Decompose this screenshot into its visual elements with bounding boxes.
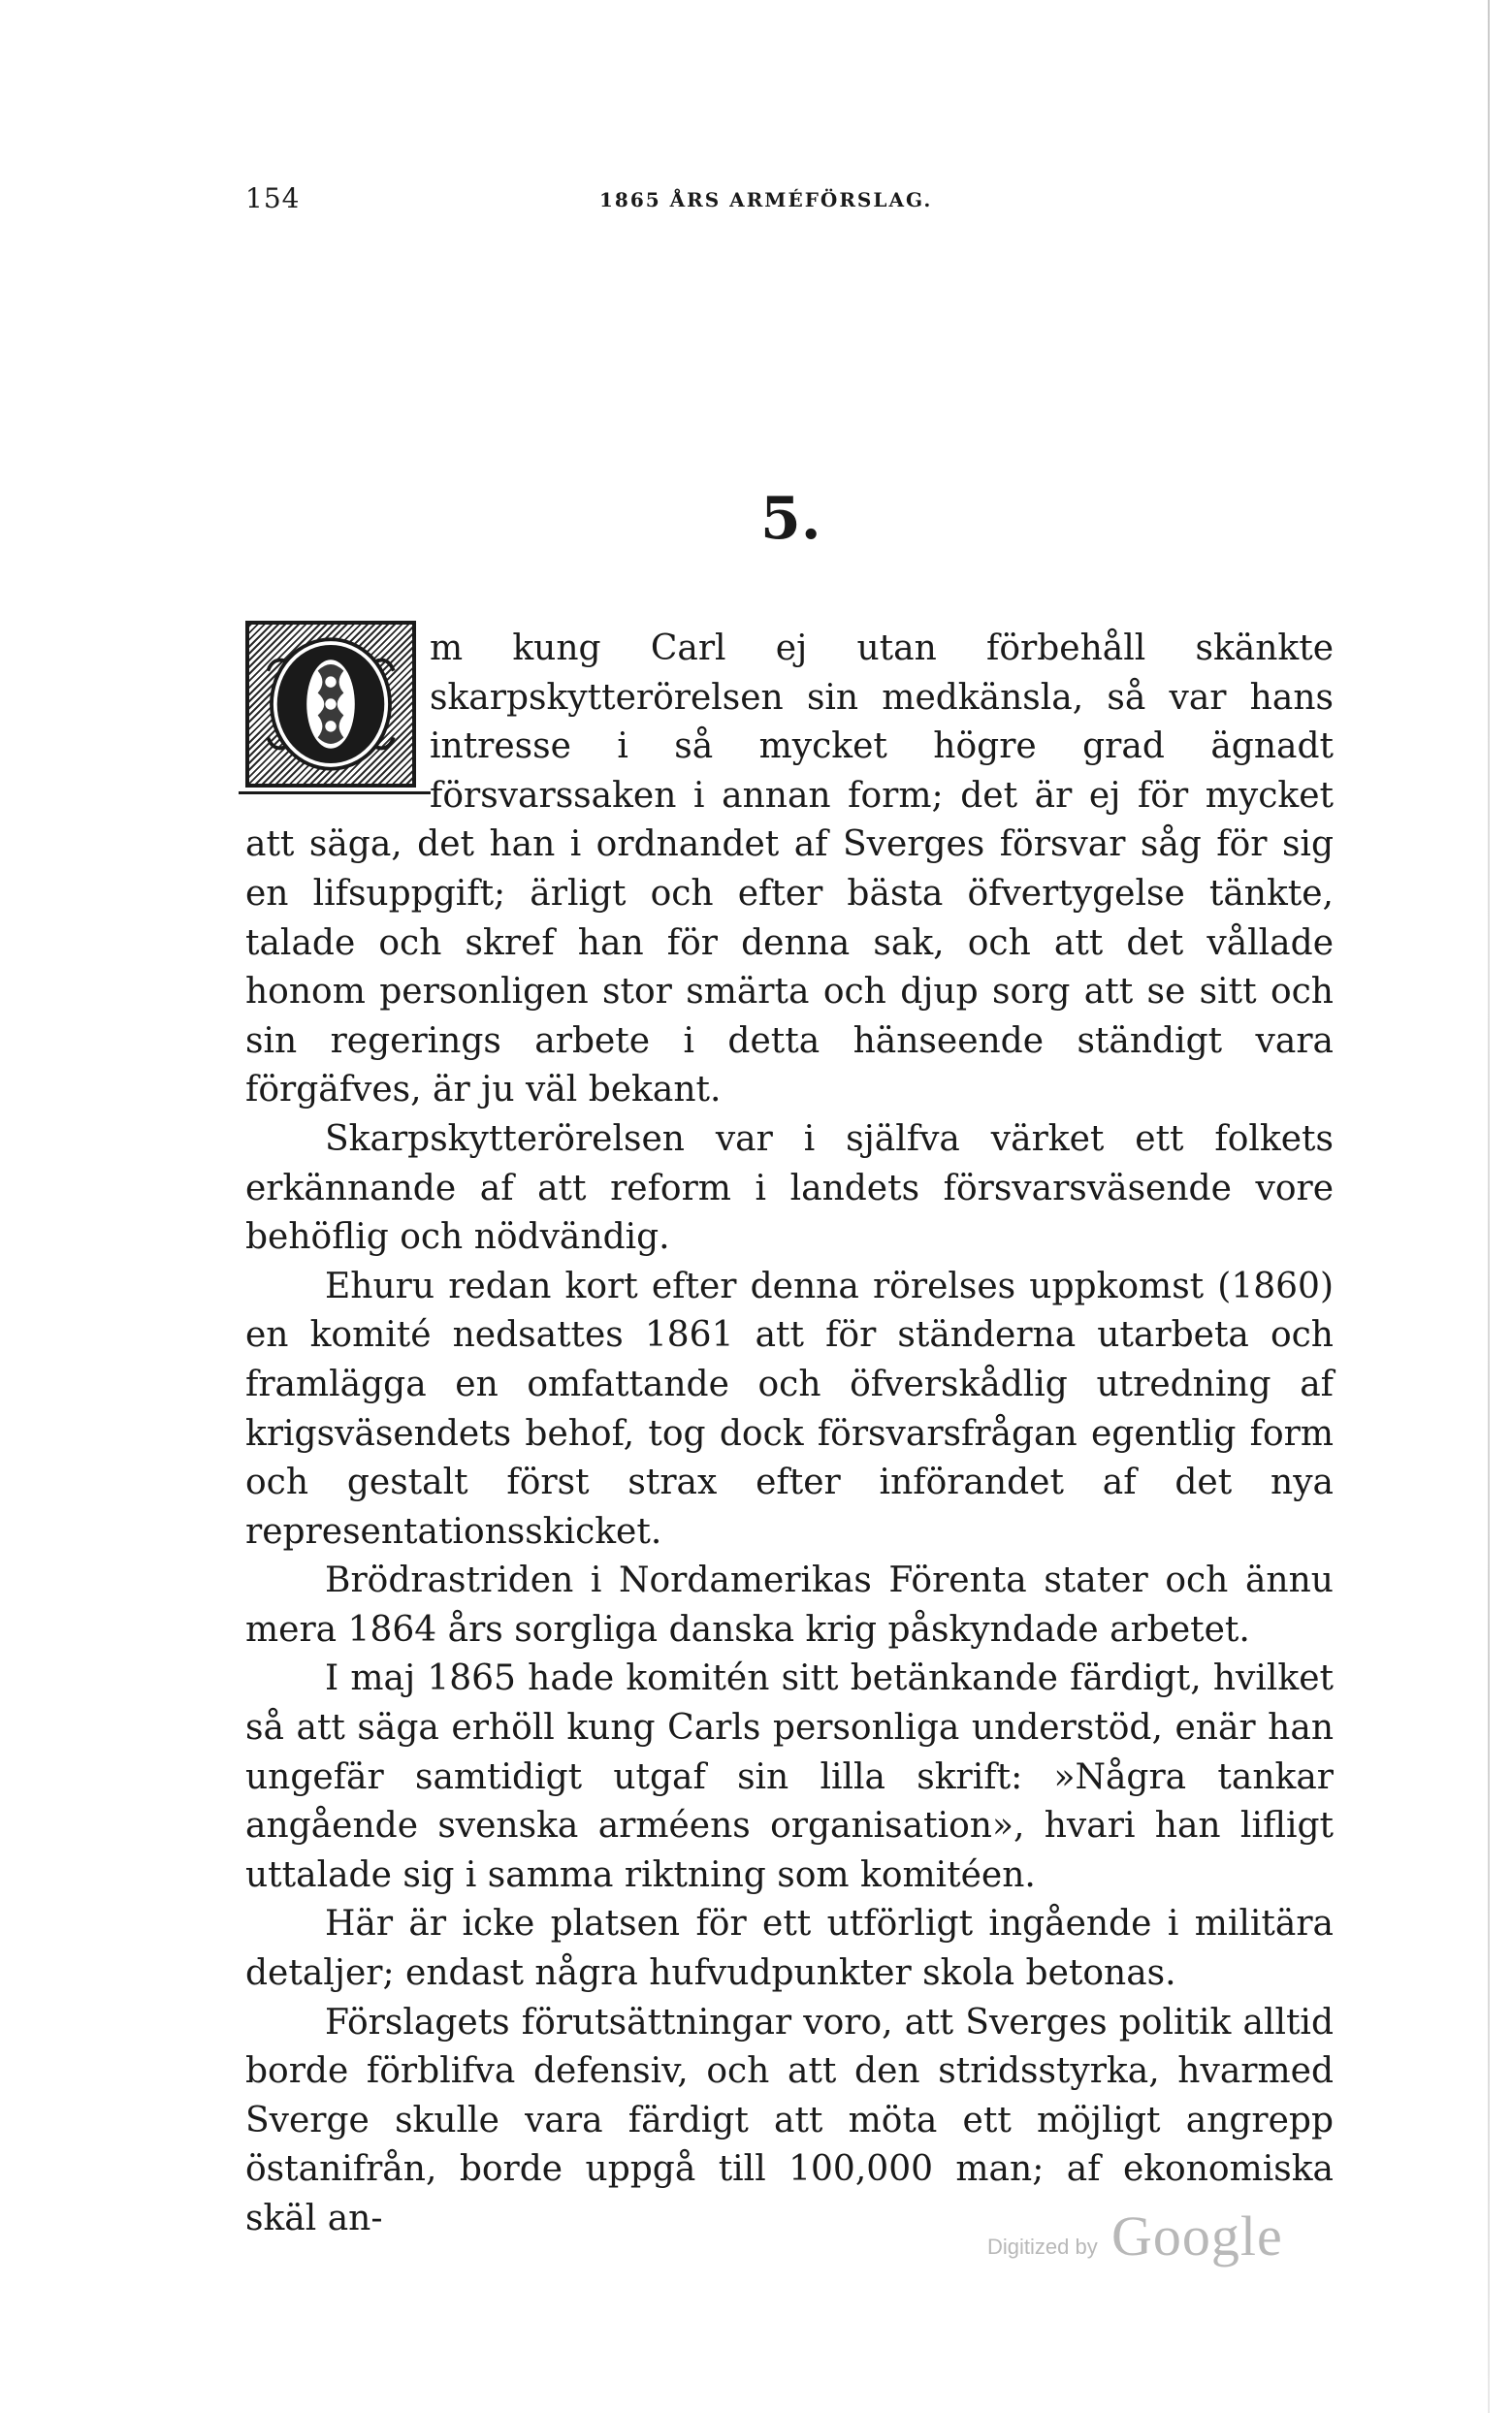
google-logo: Google	[1111, 2204, 1283, 2268]
page-edge-line	[1488, 0, 1490, 2413]
paragraph: Förslagets förutsättningar voro, att Sverges politik alltid borde förblifva defensiv, och att den stridsstyrka, hvarmed Sverge skulle vara färdigt att möta ett möjligt angrepp östanifrån, borde uppgå till 100,000 man; af ekonomiska skäl an-	[245, 2002, 1334, 2238]
page-number: 154	[245, 182, 301, 214]
digitized-watermark	[987, 2204, 1298, 2271]
running-header	[245, 182, 1332, 221]
initial-spacer	[245, 625, 430, 817]
paragraph: Skarpskytterörelsen var i själfva värket ett folkets erkännande af att reform i landets försvarsväsende vore behöflig och nödvändig.	[245, 1118, 1334, 1258]
watermark-prefix: Digitized by	[987, 2235, 1098, 2259]
paragraph: I maj 1865 hade komitén sitt betänkande färdigt, hvilket så att säga erhöll kung Carls personliga understöd, enär han ungefär samtidigt utgaf sin lilla skrift: »Några tankar angående svenska arméens organisation», hvari han lifligt uttalade sig i samma riktning som komitéen.	[245, 1658, 1334, 1895]
chapter-number: 5.	[760, 485, 821, 553]
paragraph: m kung Carl ej utan förbehåll skänkte skarpskytterörelsen sin medkänsla, så var hans intresse i så mycket högre grad ägnadt försvarssaken i annan form; det är ej för mycket att säga, det han i ordnandet af Sverges försvar såg för sig en lifsuppgift; ärligt och efter bästa öfvertygelse tänkte, talade och skref han för denna sak, och att det vållade honom personligen stor smärta och djup sorg att se sitt och sin regerings arbete i detta hänseende ständigt vara förgäfves, är ju väl bekant.	[245, 628, 1334, 1110]
paragraph: Ehuru redan kort efter denna rörelses uppkomst (1860) en komité nedsattes 1861 att för ständerna utarbeta och framlägga en omfattande och öfverskådlig utredning af krigsväsendets behof, tog dock försvarsfrågan egentlig form och gestalt först strax efter införandet af det nya representationsskicket.	[245, 1266, 1334, 1552]
paragraph: Här är icke platsen för ett utförligt ingående i militära detaljer; endast några hufvudpunkter skola betonas.	[245, 1904, 1334, 1994]
running-title: 1865 ÅRS ARMÉFÖRSLAG.	[599, 188, 933, 211]
body-text	[245, 625, 1334, 2244]
paragraph: Brödrastriden i Nordamerikas Förenta stater och ännu mera 1864 års sorgliga danska krig påskyndade arbetet.	[245, 1560, 1334, 1650]
